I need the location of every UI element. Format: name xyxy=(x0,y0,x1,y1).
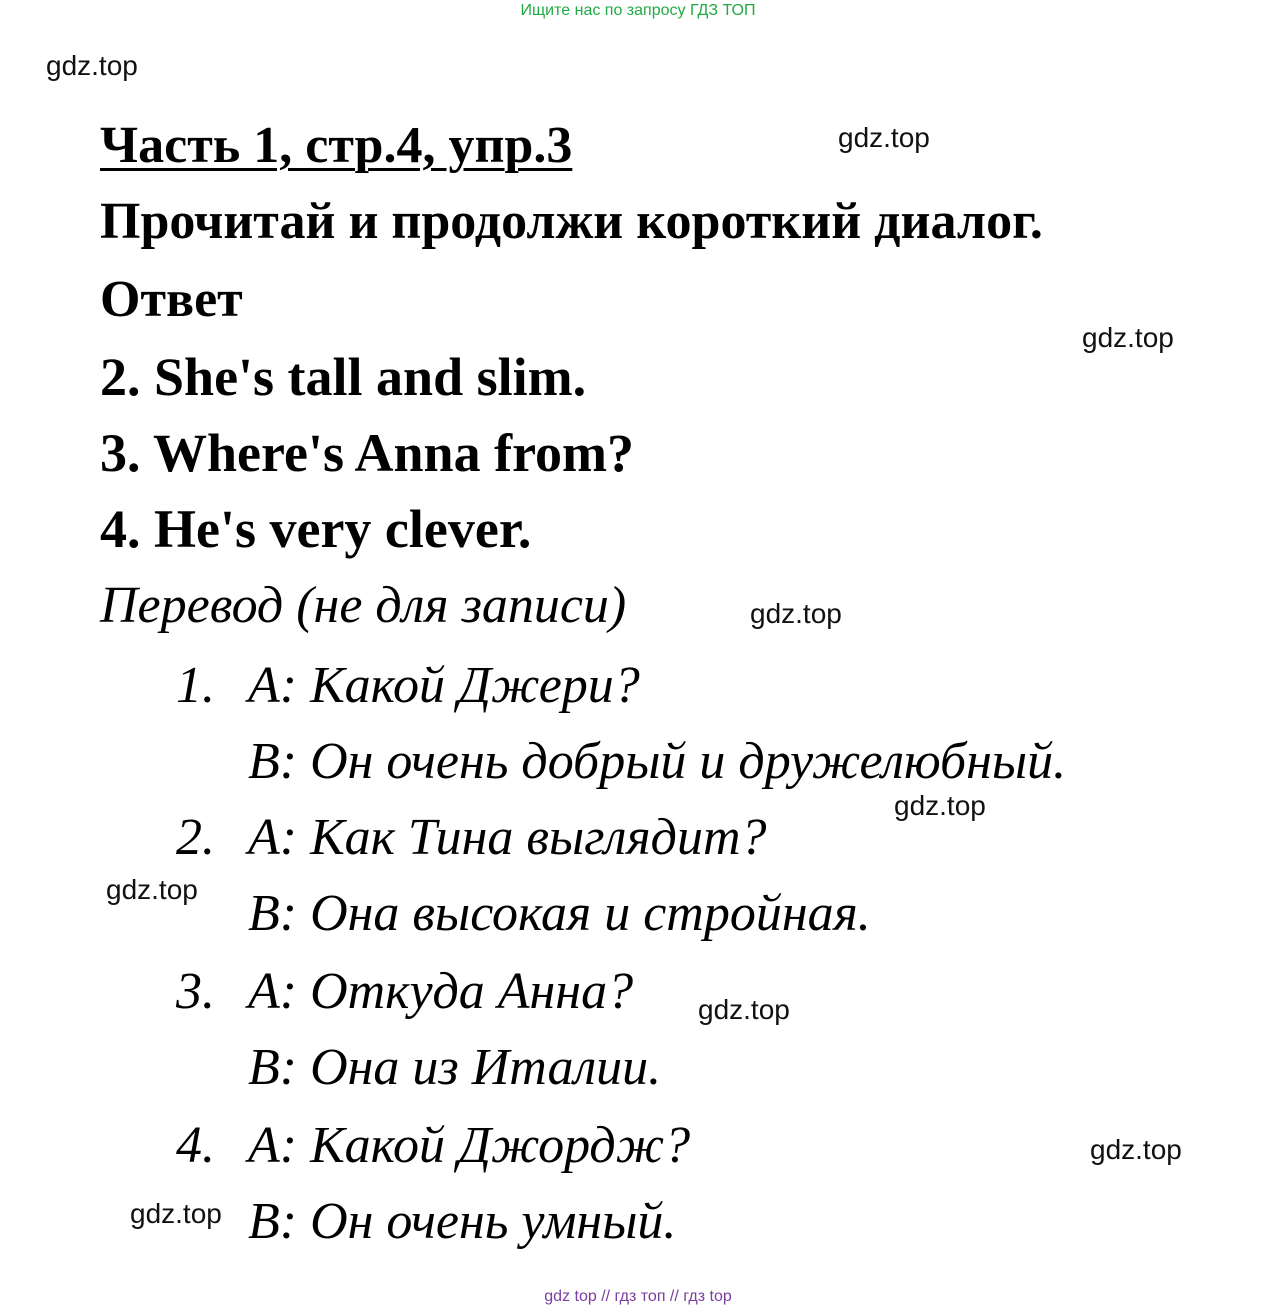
task-instruction: Прочитай и продолжи короткий диалог. xyxy=(100,193,1043,250)
dialogue-line-b: B: Он очень добрый и дружелюбный. xyxy=(248,733,1067,790)
dialogue-line-a: A: Откуда Анна? xyxy=(248,963,634,1020)
dialogue-number: 3. xyxy=(176,963,215,1020)
dialogue-line-b: B: Он очень умный. xyxy=(248,1193,677,1250)
dialogue-number: 1. xyxy=(176,657,215,714)
dialogue-line-a: A: Как Тина выглядит? xyxy=(248,809,767,866)
answer-line: 2. She's tall and slim. xyxy=(100,347,587,407)
answer-line: 4. He's very clever. xyxy=(100,499,532,559)
answer-label: Ответ xyxy=(100,271,243,328)
dialogue-number: 2. xyxy=(176,809,215,866)
top-banner[interactable]: Ищите нас по запросу ГДЗ ТОП xyxy=(520,2,756,19)
watermark: gdz.top xyxy=(698,994,790,1025)
dialogue-line-a: A: Какой Джери? xyxy=(248,657,640,714)
watermark: gdz.top xyxy=(1082,322,1174,353)
answer-line: 3. Where's Anna from? xyxy=(100,423,635,483)
watermark: gdz.top xyxy=(46,50,138,81)
watermark: gdz.top xyxy=(894,790,986,821)
watermark: gdz.top xyxy=(838,122,930,153)
dialogue-line-b: B: Она высокая и стройная. xyxy=(248,885,871,942)
translation-title: Перевод (не для записи) xyxy=(100,577,627,634)
watermark: gdz.top xyxy=(130,1198,222,1229)
dialogue-line-a: A: Какой Джордж? xyxy=(248,1117,691,1174)
dialogue-line-b: B: Она из Италии. xyxy=(248,1039,662,1096)
watermark: gdz.top xyxy=(1090,1134,1182,1165)
dialogue-number: 4. xyxy=(176,1117,215,1174)
watermark: gdz.top xyxy=(750,598,842,629)
watermark: gdz.top xyxy=(106,874,198,905)
footer-links[interactable]: gdz top // гдз топ // гдз top xyxy=(544,1288,732,1305)
page-title: Часть 1, стр.4, упр.3 xyxy=(100,117,573,174)
